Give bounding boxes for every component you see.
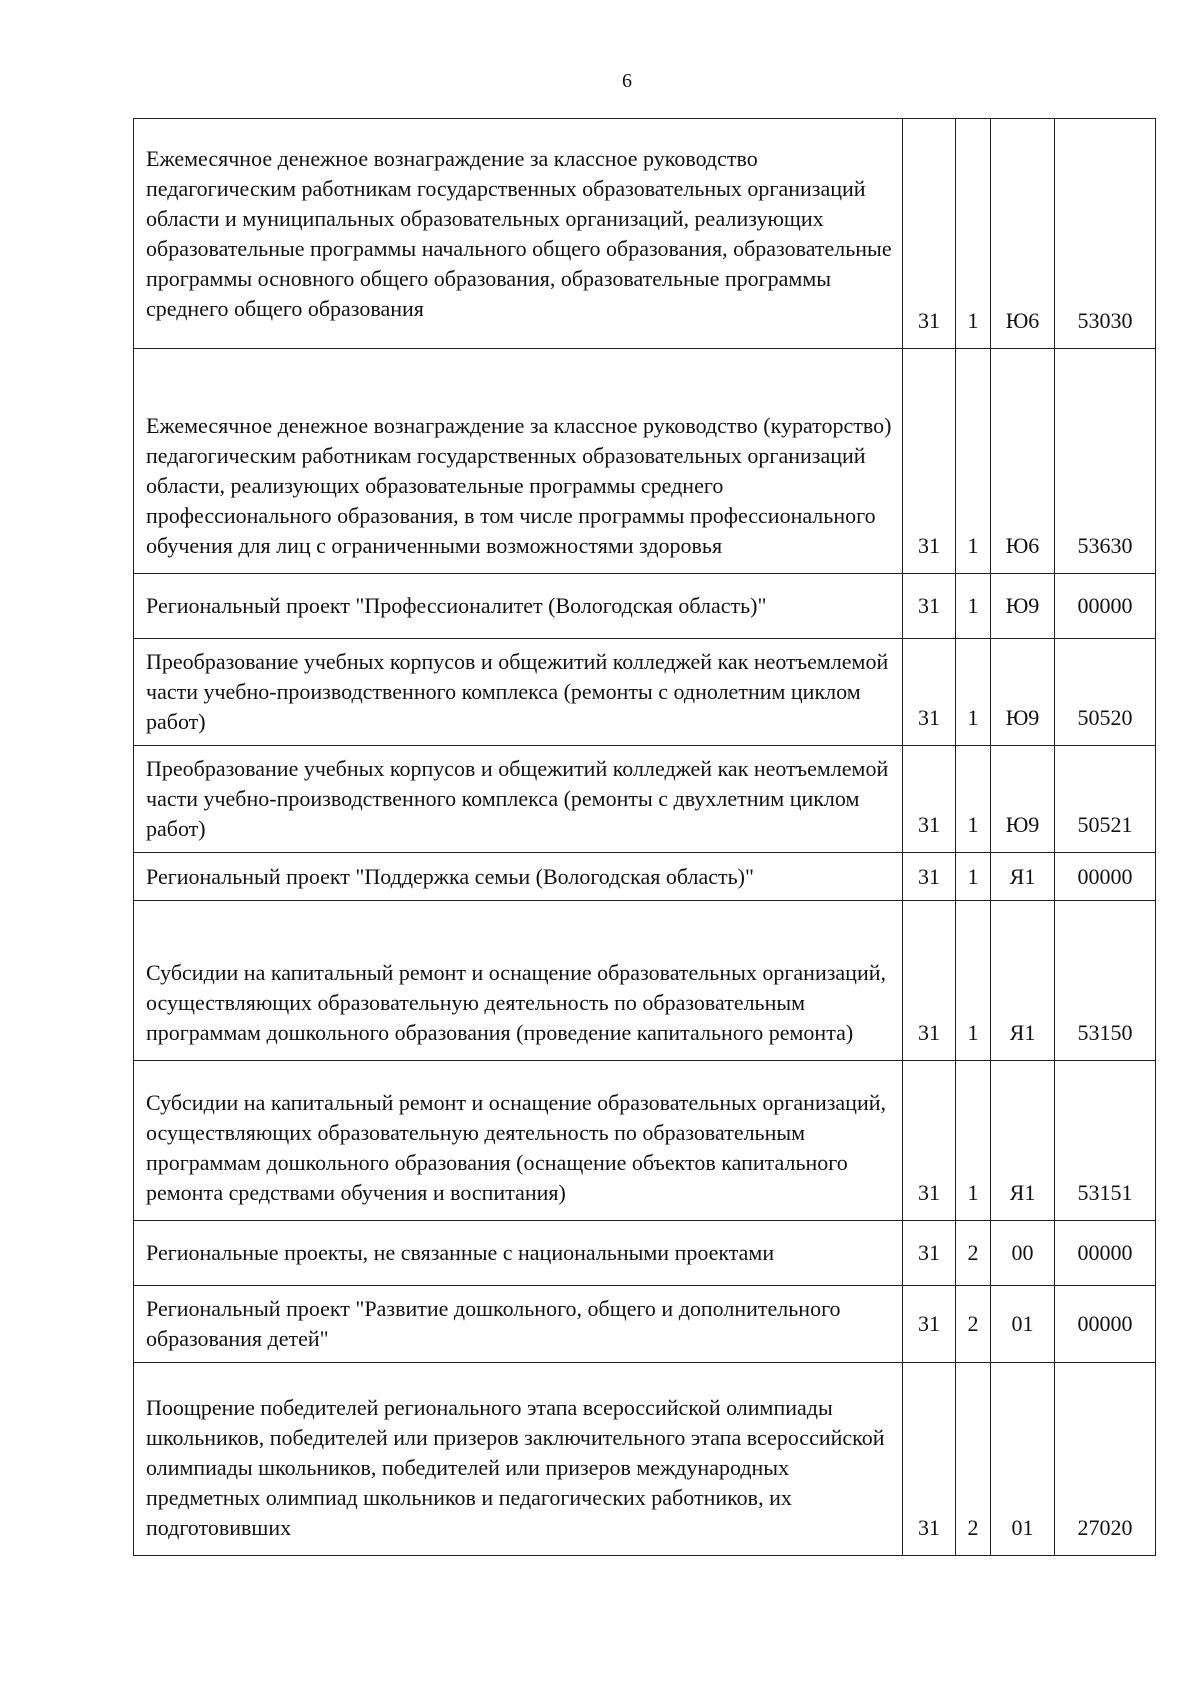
code-direction: 53150 xyxy=(1055,901,1156,1061)
table-row xyxy=(134,639,1156,746)
code-project: Ю6 xyxy=(991,349,1055,574)
code-direction: 27020 xyxy=(1055,1363,1156,1556)
code-direction: 53630 xyxy=(1055,349,1156,574)
code-direction: 53030 xyxy=(1055,119,1156,349)
row-name: Преобразование учебных корпусов и общежитий колледжей как неотъемлемой части учебно-производственного комплекса (ремонты с двухлетним циклом работ) xyxy=(134,746,903,853)
code-project: Я1 xyxy=(991,853,1055,901)
code-project: Ю9 xyxy=(991,639,1055,746)
code-program: 31 xyxy=(903,119,956,349)
code-subprogram: 1 xyxy=(956,1061,991,1221)
code-subprogram: 1 xyxy=(956,119,991,349)
row-name: Преобразование учебных корпусов и общежитий колледжей как неотъемлемой части учебно-производственного комплекса (ремонты с однолетним циклом работ) xyxy=(134,639,903,746)
code-program: 31 xyxy=(903,1221,956,1286)
code-project: 01 xyxy=(991,1286,1055,1363)
row-name: Субсидии на капитальный ремонт и оснащение образовательных организаций, осуществляющих образовательную деятельность по образовательным программам дошкольного образования (проведение капитального ремонта) xyxy=(134,901,903,1061)
code-direction: 00000 xyxy=(1055,1286,1156,1363)
code-project: 01 xyxy=(991,1363,1055,1556)
row-name: Региональный проект "Профессионалитет (Вологодская область)" xyxy=(134,574,903,639)
table-row xyxy=(134,349,1156,574)
table-row xyxy=(134,119,1156,349)
row-name: Ежемесячное денежное вознаграждение за классное руководство педагогическим работникам государственных образовательных организаций области и муниципальных образовательных организаций, реализующих образовательные программы начального общего образования, образовательные программы основного общего образования, образовательные программы среднего общего образования xyxy=(134,119,903,349)
code-project: Я1 xyxy=(991,901,1055,1061)
code-subprogram: 1 xyxy=(956,901,991,1061)
code-subprogram: 1 xyxy=(956,349,991,574)
code-project: 00 xyxy=(991,1221,1055,1286)
row-name: Ежемесячное денежное вознаграждение за классное руководство (кураторство) педагогическим работникам государственных образовательных организаций области, реализующих образовательные программы среднего профессионального образования, в том числе программы профессионального обучения для лиц с ограниченными возможностями здоровья xyxy=(134,349,903,574)
code-project: Ю9 xyxy=(991,746,1055,853)
code-direction: 50520 xyxy=(1055,639,1156,746)
code-program: 31 xyxy=(903,746,956,853)
row-name: Субсидии на капитальный ремонт и оснащение образовательных организаций, осуществляющих образовательную деятельность по образовательным программам дошкольного образования (оснащение объектов капитального ремонта средствами обучения и воспитания) xyxy=(134,1061,903,1221)
code-direction: 00000 xyxy=(1055,1221,1156,1286)
page-number: 6 xyxy=(622,70,632,92)
row-name: Региональный проект "Развитие дошкольного, общего и дополнительного образования детей" xyxy=(134,1286,903,1363)
code-subprogram: 1 xyxy=(956,574,991,639)
table-row xyxy=(134,1286,1156,1363)
code-project: Ю9 xyxy=(991,574,1055,639)
code-direction: 50521 xyxy=(1055,746,1156,853)
table-row xyxy=(134,1221,1156,1286)
table-row xyxy=(134,574,1156,639)
code-program: 31 xyxy=(903,901,956,1061)
code-subprogram: 1 xyxy=(956,853,991,901)
code-project: Ю6 xyxy=(991,119,1055,349)
code-program: 31 xyxy=(903,853,956,901)
code-subprogram: 2 xyxy=(956,1221,991,1286)
code-program: 31 xyxy=(903,574,956,639)
code-program: 31 xyxy=(903,349,956,574)
code-program: 31 xyxy=(903,1286,956,1363)
budget-classification-table xyxy=(133,118,1156,1556)
code-program: 31 xyxy=(903,639,956,746)
code-direction: 53151 xyxy=(1055,1061,1156,1221)
table-row xyxy=(134,746,1156,853)
code-direction: 00000 xyxy=(1055,574,1156,639)
table-row xyxy=(134,1363,1156,1556)
row-name: Региональные проекты, не связанные с национальными проектами xyxy=(134,1221,903,1286)
code-direction: 00000 xyxy=(1055,853,1156,901)
code-subprogram: 1 xyxy=(956,746,991,853)
code-subprogram: 1 xyxy=(956,639,991,746)
code-subprogram: 2 xyxy=(956,1286,991,1363)
row-name: Региональный проект "Поддержка семьи (Вологодская область)" xyxy=(134,853,903,901)
table-row xyxy=(134,853,1156,901)
code-program: 31 xyxy=(903,1061,956,1221)
code-project: Я1 xyxy=(991,1061,1055,1221)
table-row xyxy=(134,901,1156,1061)
code-subprogram: 2 xyxy=(956,1363,991,1556)
table-row xyxy=(134,1061,1156,1221)
code-program: 31 xyxy=(903,1363,956,1556)
row-name: Поощрение победителей регионального этапа всероссийской олимпиады школьников, победителей или призеров заключительного этапа всероссийской олимпиады школьников, победителей или призеров международных предметных олимпиад школьников и педагогических работников, их подготовивших xyxy=(134,1363,903,1556)
